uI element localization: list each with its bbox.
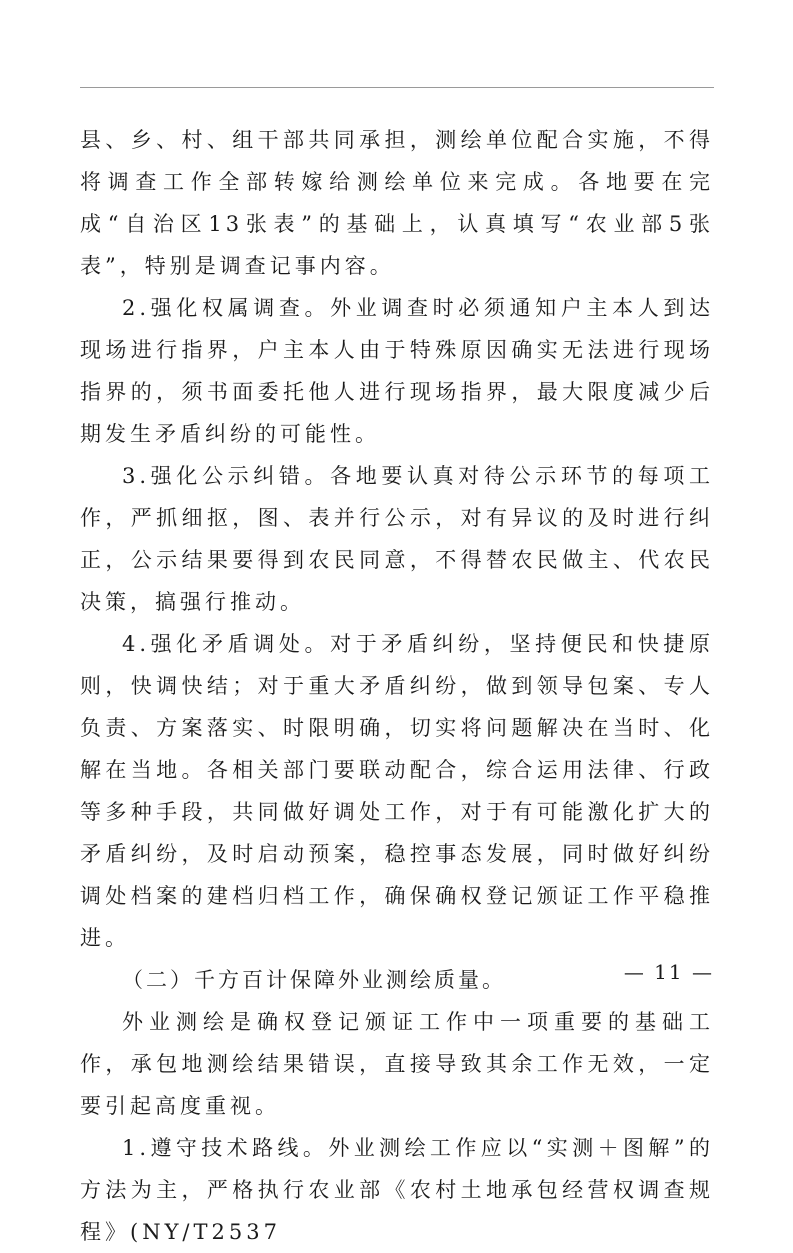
paragraph-intro: 外业测绘是确权登记颁证工作中一项重要的基础工作，承包地测绘结果错误，直接导致其余工作无效，一定要引起高度重视。 [80, 1010, 714, 1118]
paragraph-item-3: 3.强化公示纠错。各地要认真对待公示环节的每项工作，严抓细抠，图、表并行公示，对有异议的及时进行纠正，公示结果要得到农民同意，不得替农民做主、代农民决策，搞强行推动。 [80, 464, 714, 614]
page-number: — 11 — [623, 960, 714, 984]
paragraph-continuation: 县、乡、村、组干部共同承担，测绘单位配合实施，不得将调查工作全部转嫁给测绘单位来完成。各地要在完成“自治区13张表”的基础上，认真填写“农业部5张表”，特别是调查记事内容。 [80, 128, 714, 278]
section-heading: （二）千方百计保障外业测绘质量。 [122, 968, 506, 992]
paragraph-item-4: 4.强化矛盾调处。对于矛盾纠纷，坚持便民和快捷原则，快调快结；对于重大矛盾纠纷，做到领导包案、专人负责、方案落实、时限明确，切实将问题解决在当时、化解在当地。各相关部门要联动配合，综合运用法律、行政等多种手段，共同做好调处工作，对于有可能激化扩大的矛盾纠纷，及时启动预案，稳控事态发展，同时做好纠纷调处档案的建档归档工作，确保确权登记颁证工作平稳推进。 [80, 632, 714, 950]
paragraph-item-1: 1.遵守技术路线。外业测绘工作应以“实测＋图解”的方法为主，严格执行农业部《农村土地承包经营权调查规程》(NY/T2537 [80, 1136, 714, 1244]
paragraph-item-2: 2.强化权属调查。外业调查时必须通知户主本人到达现场进行指界，户主本人由于特殊原因确实无法进行现场指界的，须书面委托他人进行现场指界，最大限度减少后期发生矛盾纠纷的可能性。 [80, 296, 714, 446]
document-body [80, 119, 714, 1253]
header-rule [80, 87, 714, 88]
